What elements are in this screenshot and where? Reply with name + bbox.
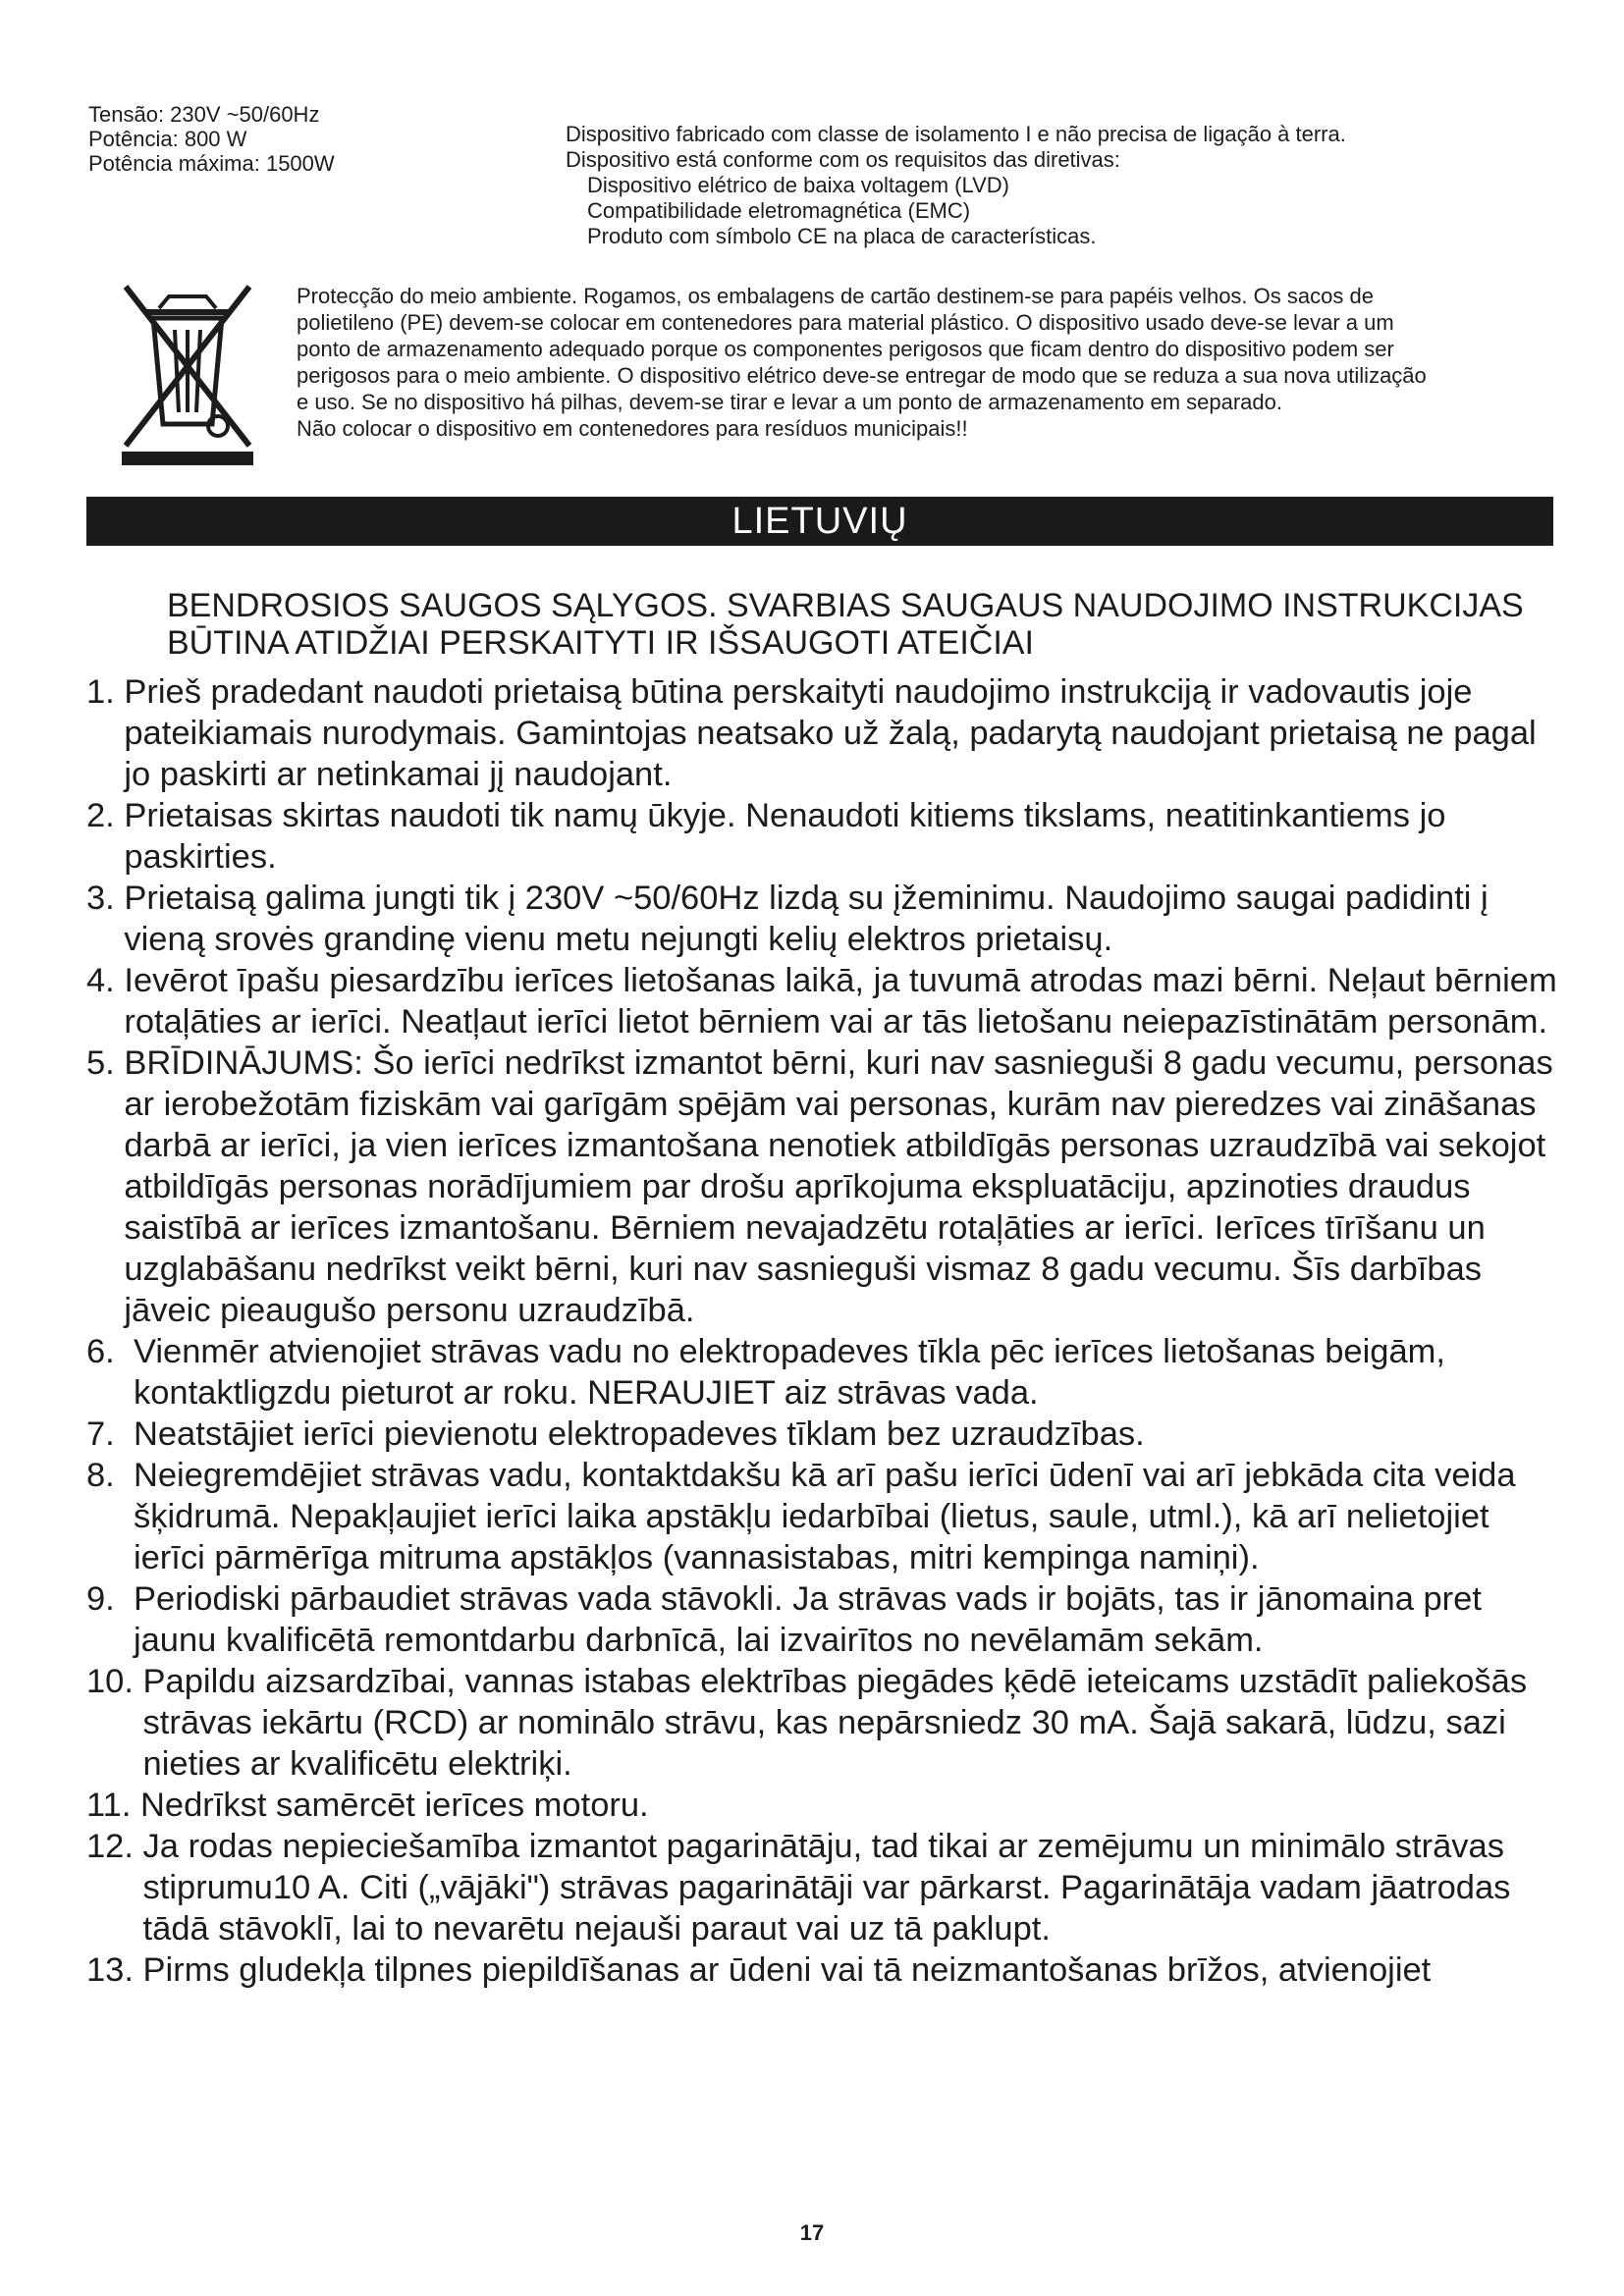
language-section-bar (86, 497, 1553, 546)
list-item (86, 1455, 1559, 1578)
list-item (86, 1578, 1559, 1661)
safety-heading (167, 587, 1561, 662)
item-number: 8. (86, 1457, 134, 1494)
item-text: Nedrīkst samērcēt ierīces motoru. (139, 1787, 649, 1824)
item-number: 10. (86, 1663, 143, 1700)
item-text: Prietaisas skirtas naudoti tik namų ūkyje. Nenaudoti kitiems tikslams, neatitinkantiems jo paskirties. (124, 797, 1446, 876)
environment-line: ponto de armazenamento adequado porque os componentes perigosos que ficam dentro do dispositivo podem ser (297, 337, 1394, 361)
list-item (86, 878, 1559, 960)
item-text: Ja rodas nepieciešamība izmantot pagarinātāju, tad tikai ar zemējumu un minimālo strāvas stiprumu10 A. Citi („vājāki") strāvas pagarinātāji var pārkarst. Pagarinātāja vadam jāatrodas tādā stāvoklī, lai to nevarētu nejauši paraut vai uz tā paklupt. (142, 1828, 1511, 1948)
item-text: Pirms gludekļa tilpnes piepildīšanas ar ūdeni vai tā neizmantošanas brīžos, atvienojiet (142, 1951, 1432, 1989)
list-item (86, 1414, 1559, 1455)
list-item (86, 1826, 1559, 1949)
conformity-line: Dispositivo elétrico de baixa voltagem (LVD) (587, 173, 1009, 197)
conformity-line: Compatibilidade eletromagnética (EMC) (587, 198, 971, 223)
environment-line: Não colocar o dispositivo em contenedores para resíduos municipais!! (297, 416, 968, 441)
item-number: 7. (86, 1415, 134, 1453)
conformity-line: Dispositivo fabricado com classe de isolamento I e não precisa de ligação à terra. (566, 122, 1346, 146)
item-number: 11. (86, 1787, 140, 1824)
spec-voltage: Tensão: 230V ~50/60Hz (88, 102, 320, 127)
language-label: LIETUVIŲ (731, 500, 908, 542)
weee-crossed-bin-icon (120, 279, 255, 465)
list-item (86, 795, 1559, 878)
list-item (86, 1949, 1559, 1991)
item-number: 12. (86, 1828, 143, 1865)
list-item (86, 1661, 1559, 1785)
list-item (86, 1785, 1559, 1826)
item-text: Vienmēr atvienojiet strāvas vadu no elektropadeves tīkla pēc ierīces lietošanas beigām, kontaktligzdu pieturot ar roku. NERAUJIET aiz strāvas vada. (133, 1333, 1445, 1412)
conformity-notes (566, 122, 1547, 249)
item-text: Ievērot īpašu piesardzību ierīces lietošanas laikā, ja tuvumā atrodas mazi bērni. Neļaut bērniem rotaļāties ar ierīci. Neatļaut ierīci lietot bērniem vai ar tās lietošanu neiepazīstinātām personām. (124, 962, 1557, 1041)
environment-notes (297, 283, 1573, 442)
item-text: Periodiski pārbaudiet strāvas vada stāvokli. Ja strāvas vads ir bojāts, tas ir jānomaina pret jaunu kvalificētā remontdarbu darbnīcā, lai izvairītos no nevēlamām sekām. (133, 1580, 1482, 1659)
item-number: 1. (86, 673, 125, 711)
environment-line: e uso. Se no dispositivo há pilhas, devem-se tirar e levar a um ponto de armazenamento em separado. (297, 390, 1282, 414)
heading-line: BŪTINA ATIDŽIAI PERSKAITYTI IR IŠSAUGOTI ATEIČIAI (167, 624, 1034, 662)
spec-max-power: Potência máxima: 1500W (88, 151, 335, 176)
item-number: 5. (86, 1044, 125, 1082)
item-number: 4. (86, 962, 125, 999)
safety-instructions-list (86, 671, 1559, 1991)
item-text: Prietaisą galima jungti tik į 230V ~50/60Hz lizdą su įžeminimu. Naudojimo saugai padidinti į vieną srovės grandinę vienu metu nejungti kelių elektros prietaisų. (124, 880, 1489, 958)
list-item (86, 960, 1559, 1042)
item-number: 2. (86, 797, 125, 834)
heading-line: BENDROSIOS SAUGOS SĄLYGOS. SVARBIAS SAUGAUS NAUDOJIMO INSTRUKCIJAS (167, 587, 1524, 624)
item-text: Neatstājiet ierīci pievienotu elektropadeves tīklam bez uzraudzības. (133, 1415, 1145, 1453)
specifications (88, 102, 335, 176)
item-number: 3. (86, 880, 125, 917)
item-number: 6. (86, 1333, 134, 1370)
item-text: Papildu aizsardzībai, vannas istabas elektrības piegādes ķēdē ieteicams uzstādīt paliekošās strāvas iekārtu (RCD) ar nominālo strāvu, kas nepārsniedz 30 mA. Šajā sakarā, lūdzu, sazi nieties ar kvalificētu elektriķi. (142, 1663, 1528, 1783)
list-item (86, 1042, 1559, 1331)
conformity-line: Produto com símbolo CE na placa de características. (587, 224, 1097, 248)
item-text: BRĪDINĀJUMS: Šo ierīci nedrīkst izmantot bērni, kuri nav sasnieguši 8 gadu vecumu, personas ar ierobežotām fiziskām vai garīgām spējām vai personas, kurām nav pieredzes vai zināšanas darbā ar ierīci, ja vien ierīces izmantošana nenotiek atbildīgās personas uzraudzībā vai sekojot atbildīgās personas norādījumiem par drošu aprīkojuma ekspluatāciju, apzinoties draudus saistībā ar ierīces izmantošanu. Bērniem nevajadzētu rotaļāties ar ierīci. Ierīces tīrīšanu un uzglabāšanu nedrīkst veikt bērni, kuri nav sasnieguši vismaz 8 gadu vecumu. Šīs darbības jāveic pieaugušo personu uzraudzībā. (124, 1044, 1553, 1329)
list-item (86, 671, 1559, 795)
environment-line: polietileno (PE) devem-se colocar em contenedores para material plástico. O dispositivo usado deve-se levar a um (297, 310, 1394, 335)
conformity-line: Dispositivo está conforme com os requisitos das diretivas: (566, 147, 1120, 172)
item-number: 9. (86, 1580, 134, 1618)
item-number: 13. (86, 1951, 143, 1989)
spec-power: Potência: 800 W (88, 127, 247, 151)
environment-line: Protecção do meio ambiente. Rogamos, os embalagens de cartão destinem-se para papéis velhos. Os sacos de (297, 284, 1374, 308)
page-number: 17 (799, 2220, 825, 2245)
item-text: Prieš pradedant naudoti prietaisą būtina perskaityti naudojimo instrukciją ir vadovautis joje pateikiamais nurodymais. Gamintojas neatsako už žalą, padarytą naudojant prietaisą ne pagal jo paskirti ar netinkamai jį naudojant. (124, 673, 1537, 793)
item-text: Neiegremdējiet strāvas vadu, kontaktdakšu kā arī pašu ierīci ūdenī vai arī jebkāda cita veida šķidrumā. Nepakļaujiet ierīci laika apstākļu iedarbībai (lietus, saule, utml.), kā arī nelietojiet ierīci pārmērīga mitruma apstākļos (vannasistabas, mitri kempinga namiņi). (133, 1457, 1516, 1576)
list-item (86, 1331, 1559, 1414)
environment-line: perigosos para o meio ambiente. O dispositivo elétrico deve-se entregar de modo que se reduza a sua nova utilização (297, 363, 1427, 388)
